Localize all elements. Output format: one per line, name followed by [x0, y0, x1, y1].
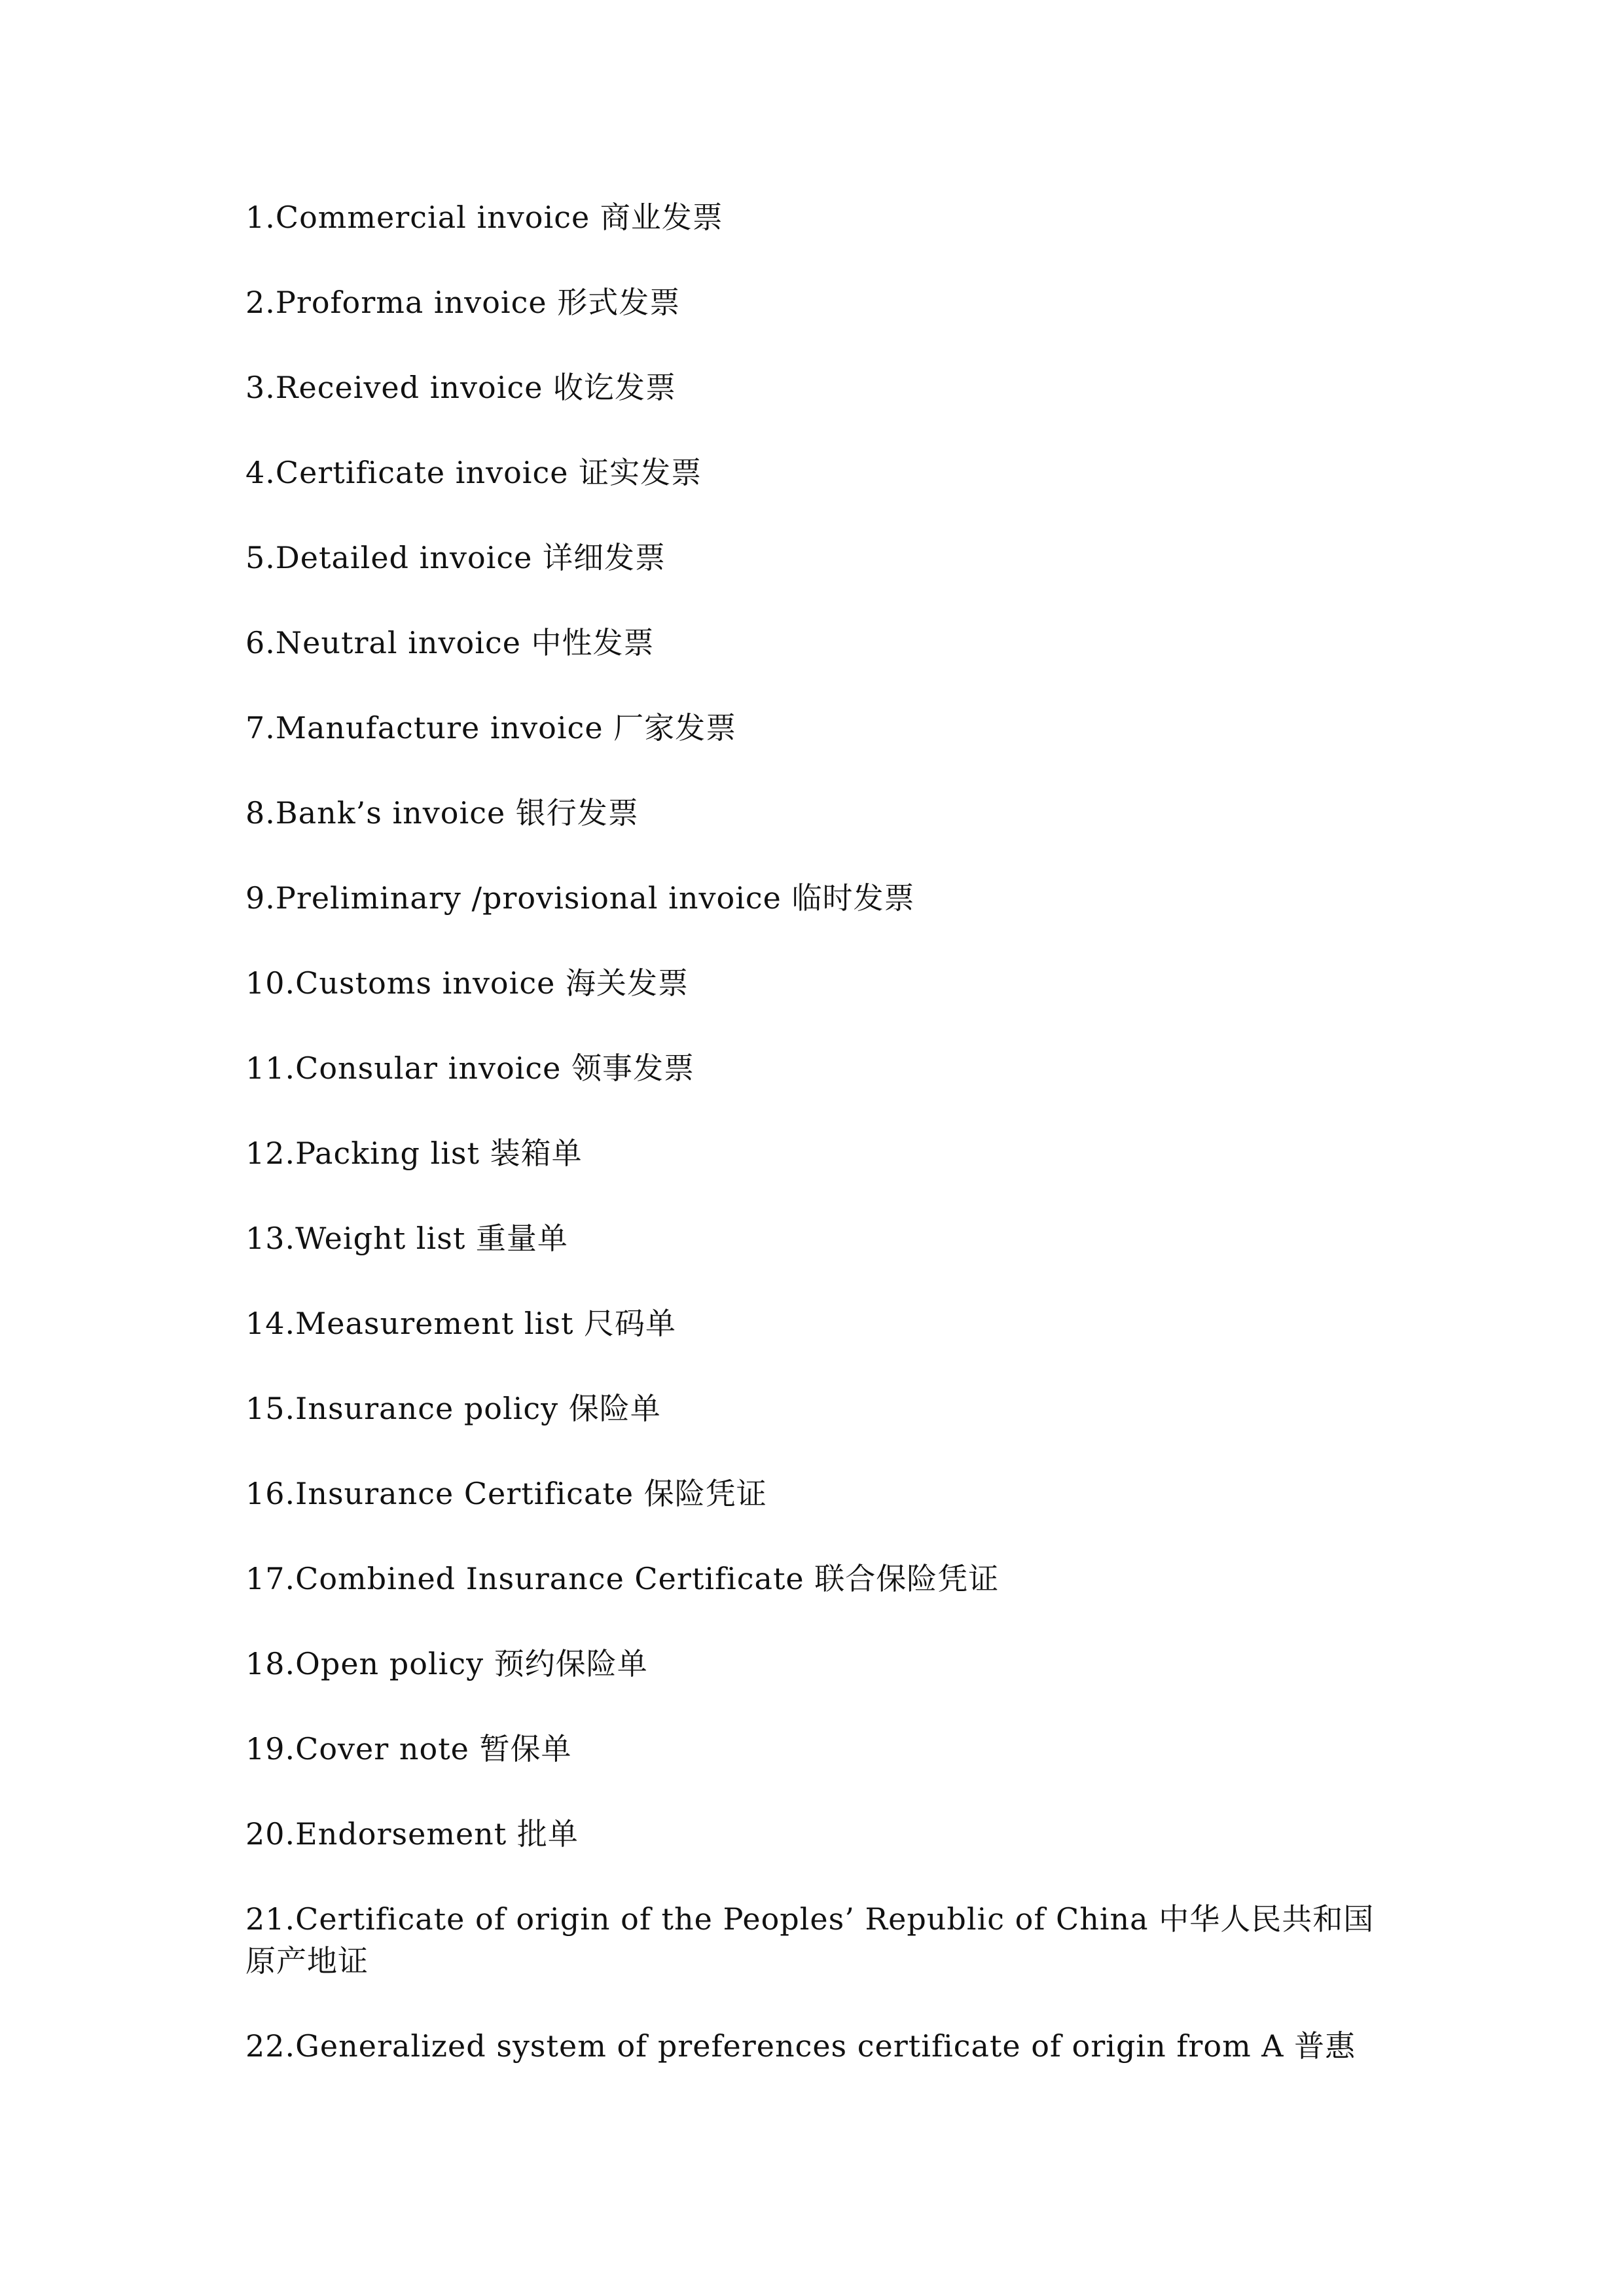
list-item: 5.Detailed invoice 详细发票	[245, 540, 666, 575]
list-item: 10.Customs invoice 海关发票	[245, 965, 689, 1001]
list-item: 3.Received invoice 收讫发票	[245, 370, 677, 405]
list-item: 21.Certificate of origin of the Peoples’ Republic of China 中华人民共和国原产地证	[245, 1901, 1375, 1979]
document-term-list	[245, 196, 1398, 2110]
list-item: 12.Packing list 装箱单	[245, 1136, 583, 1171]
list-item: 15.Insurance policy 保险单	[245, 1391, 661, 1426]
list-item: 7.Manufacture invoice 厂家发票	[245, 710, 737, 745]
list-item: 16.Insurance Certificate 保险凭证	[245, 1476, 767, 1511]
list-item: 19.Cover note 暂保单	[245, 1731, 572, 1767]
list-item: 22.Generalized system of preferences certificate of origin from A 普惠	[245, 2028, 1356, 2064]
list-item: 20.Endorsement 批单	[245, 1816, 579, 1852]
list-item: 4.Certificate invoice 证实发票	[245, 455, 702, 490]
list-item: 8.Bank’s invoice 银行发票	[245, 795, 639, 831]
list-item: 2.Proforma invoice 形式发票	[245, 285, 681, 320]
list-item: 6.Neutral invoice 中性发票	[245, 625, 655, 660]
list-item: 18.Open policy 预约保险单	[245, 1646, 648, 1681]
list-item: 14.Measurement list 尺码单	[245, 1306, 677, 1341]
list-item: 11.Consular invoice 领事发票	[245, 1050, 695, 1086]
list-item: 17.Combined Insurance Certificate 联合保险凭证	[245, 1561, 1000, 1596]
list-item: 1.Commercial invoice 商业发票	[245, 200, 723, 235]
list-item: 9.Preliminary /provisional invoice 临时发票	[245, 880, 915, 916]
list-item: 13.Weight list 重量单	[245, 1221, 568, 1256]
